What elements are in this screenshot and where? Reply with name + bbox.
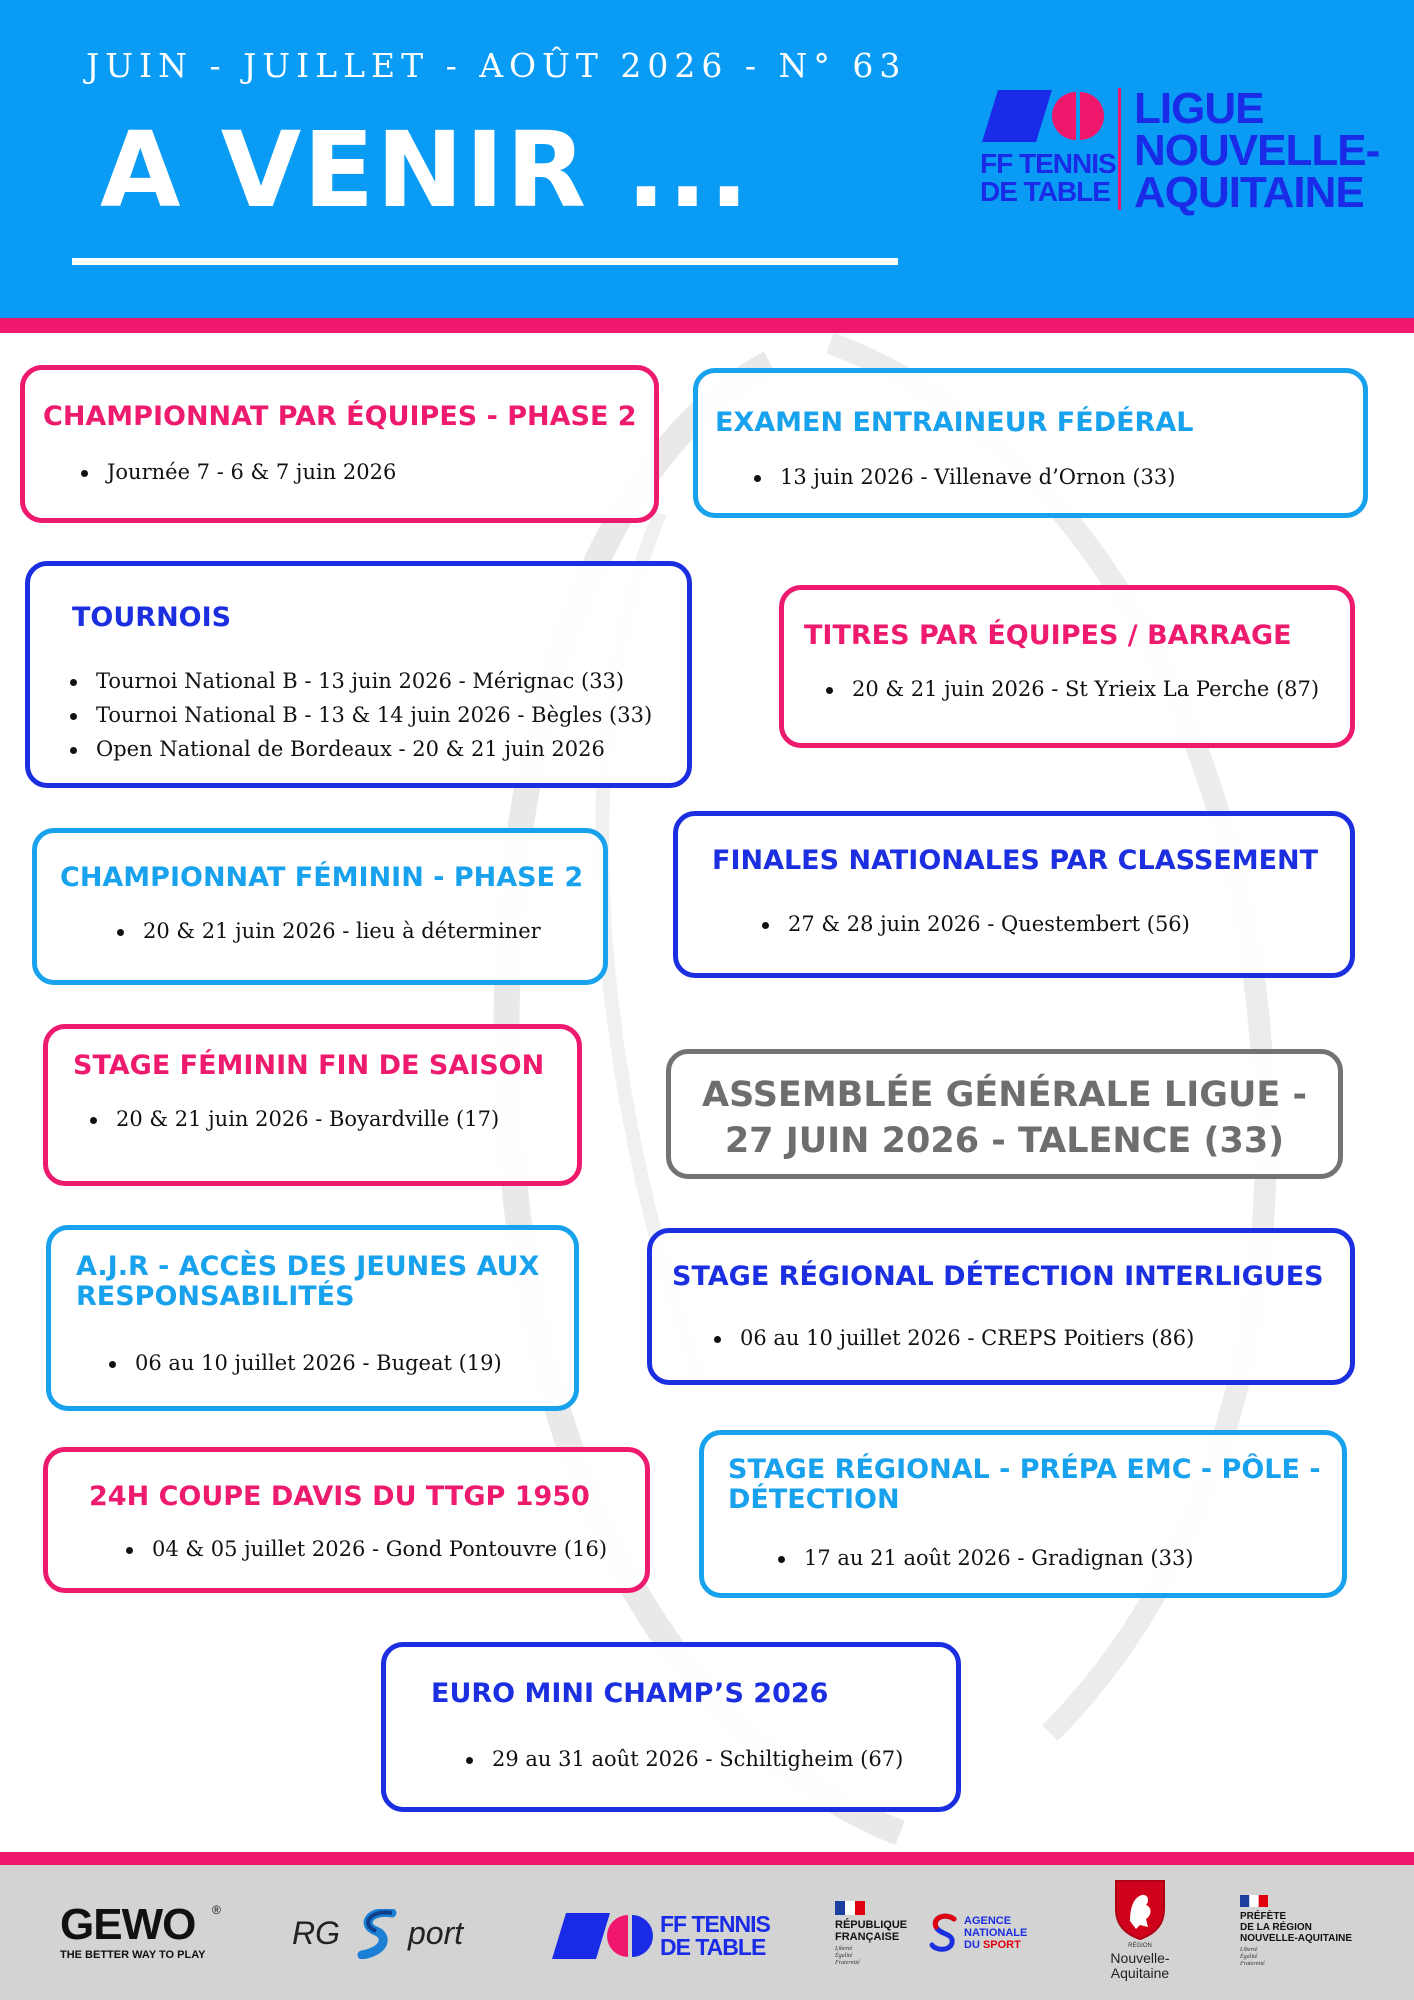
ans-text (964, 1915, 1027, 1951)
event-card-ajr (46, 1225, 579, 1411)
event-list (126, 1532, 607, 1566)
event-title: STAGE RÉGIONAL - PRÉPA EMC - PÔLE - DÉTECTION (728, 1454, 1321, 1515)
event-card-championnat-equipes (20, 365, 659, 523)
rgsport-swoosh-icon (352, 1909, 412, 1959)
event-list (70, 664, 652, 766)
pink-divider-bottom (0, 1852, 1414, 1865)
event-item: Tournoi National B - 13 & 14 juin 2026 - Bègles (33) (70, 698, 652, 732)
event-list (778, 1541, 1194, 1575)
event-list (117, 914, 541, 948)
event-title: 24H COUPE DAVIS DU TTGP 1950 (89, 1481, 590, 1512)
region-small-label: RÉGION (1128, 1943, 1152, 1949)
region-nouvelle-aquitaine-logo (1100, 1879, 1180, 1989)
event-title: STAGE FÉMININ FIN DE SAISON (73, 1050, 545, 1081)
event-item: Journée 7 - 6 & 7 juin 2026 (81, 455, 396, 489)
header-banner (0, 0, 1414, 318)
fftt-logo-text: FF TENNIS DE TABLE (980, 148, 1116, 207)
ans-s-icon (928, 1913, 960, 1953)
republique-motto: Liberté Égalité Fraternité (835, 1946, 860, 1966)
gewo-tagline: THE BETTER WAY TO PLAY (60, 1949, 206, 1961)
ans-text-accent: SPORT (982, 1939, 1021, 1951)
fftt-footer-text: FF TENNIS DE TABLE (660, 1911, 770, 1960)
event-list (826, 672, 1319, 706)
sponsor-footer (0, 1865, 1414, 2000)
event-list (762, 907, 1190, 941)
marianne-flag-icon (835, 1901, 865, 1915)
event-item: 06 au 10 juillet 2026 - Bugeat (19) (109, 1346, 502, 1380)
ans-text-main: AGENCE NATIONALE DU (964, 1915, 1028, 1951)
event-card-titres-equipes (779, 585, 1355, 748)
event-title: STAGE RÉGIONAL DÉTECTION INTERLIGUES (672, 1261, 1324, 1292)
event-item: 13 juin 2026 - Villenave d’Ornon (33) (754, 460, 1175, 494)
event-item: Tournoi National B - 13 juin 2026 - Mérignac (33) (70, 664, 652, 698)
event-list (90, 1102, 499, 1136)
gewo-wordmark: GEWO (60, 1900, 196, 1949)
event-list (466, 1742, 903, 1776)
event-item: 04 & 05 juillet 2026 - Gond Pontouvre (16) (126, 1532, 607, 1566)
event-card-stage-feminin (43, 1024, 582, 1186)
event-item: 29 au 31 août 2026 - Schiltigheim (67) (466, 1742, 903, 1776)
issue-line: JUIN - JUILLET - AOÛT 2026 - N° 63 (86, 46, 907, 85)
pink-divider-top (0, 318, 1414, 333)
event-item: 20 & 21 juin 2026 - St Yrieix La Perche (87) (826, 672, 1319, 706)
logo-divider (1118, 88, 1121, 210)
event-card-finales-nationales (673, 811, 1355, 978)
region-lion-crest-icon (1114, 1879, 1166, 1941)
event-item: 17 au 21 août 2026 - Gradignan (33) (778, 1541, 1194, 1575)
republique-text: RÉPUBLIQUE FRANÇAISE (835, 1919, 908, 1943)
gewo-logo (60, 1900, 230, 1963)
event-item: 27 & 28 juin 2026 - Questembert (56) (762, 907, 1190, 941)
event-list (714, 1321, 1194, 1355)
rgsport-left-text: RG (292, 1915, 340, 1951)
ligue-logo (980, 84, 1380, 217)
gewo-registered-mark: ® (212, 1903, 221, 1917)
event-title: TOURNOIS (72, 602, 232, 633)
page-title: A VENIR ... (100, 109, 751, 231)
fftt-emblem-icon (552, 1913, 656, 1959)
rgsport-right-text: port (408, 1915, 464, 1951)
event-card-stage-detection-interligues (647, 1228, 1355, 1385)
event-list (754, 460, 1175, 494)
fftt-footer-logo (552, 1911, 770, 1963)
event-title: A.J.R - ACCÈS DES JEUNES AUX RESPONSABILITÉS (76, 1251, 540, 1312)
event-item: 20 & 21 juin 2026 - lieu à déterminer (117, 914, 541, 948)
event-card-stage-prepa-emc (699, 1430, 1347, 1598)
event-title: FINALES NATIONALES PAR CLASSEMENT (712, 845, 1319, 876)
rgsport-logo (292, 1909, 512, 1959)
event-card-euro-mini-champs (381, 1642, 961, 1812)
event-item: 20 & 21 juin 2026 - Boyardville (17) (90, 1102, 499, 1136)
event-card-assemblee-generale (666, 1049, 1343, 1179)
prefecture-text: PRÉFÈTE DE LA RÉGION NOUVELLE-AQUITAINE (1240, 1911, 1353, 1944)
event-card-tournois (25, 561, 692, 788)
event-item: 06 au 10 juillet 2026 - CREPS Poitiers (86) (714, 1321, 1194, 1355)
republique-francaise-logo (835, 1901, 925, 1981)
agence-nationale-sport-logo (928, 1911, 1048, 1961)
title-underline (72, 258, 898, 265)
event-card-examen-entraineur (693, 368, 1368, 518)
event-title: EURO MINI CHAMP’S 2026 (431, 1678, 829, 1709)
event-title: CHAMPIONNAT PAR ÉQUIPES - PHASE 2 (43, 401, 637, 432)
event-title: CHAMPIONNAT FÉMININ - PHASE 2 (60, 862, 584, 893)
event-title: TITRES PAR ÉQUIPES / BARRAGE (804, 620, 1292, 651)
event-list (81, 455, 396, 489)
fftt-emblem-icon (982, 90, 1112, 142)
event-card-coupe-davis (43, 1447, 650, 1593)
event-card-championnat-feminin (32, 828, 608, 985)
marianne-flag-icon (1240, 1895, 1268, 1907)
prefecture-logo (1240, 1895, 1390, 1985)
event-title: EXAMEN ENTRAINEUR FÉDÉRAL (715, 407, 1194, 438)
ligue-logo-text: LIGUE NOUVELLE- AQUITAINE (1134, 84, 1380, 217)
region-name: Nouvelle- Aquitaine (1110, 1950, 1170, 1981)
event-item: Open National de Bordeaux - 20 & 21 juin 2026 (70, 732, 652, 766)
event-title: ASSEMBLÉE GÉNÉRALE LIGUE - 27 JUIN 2026 - TALENCE (33) (701, 1075, 1307, 1161)
event-list (109, 1346, 502, 1380)
prefecture-motto: Liberté Égalité Fraternité (1240, 1947, 1265, 1967)
